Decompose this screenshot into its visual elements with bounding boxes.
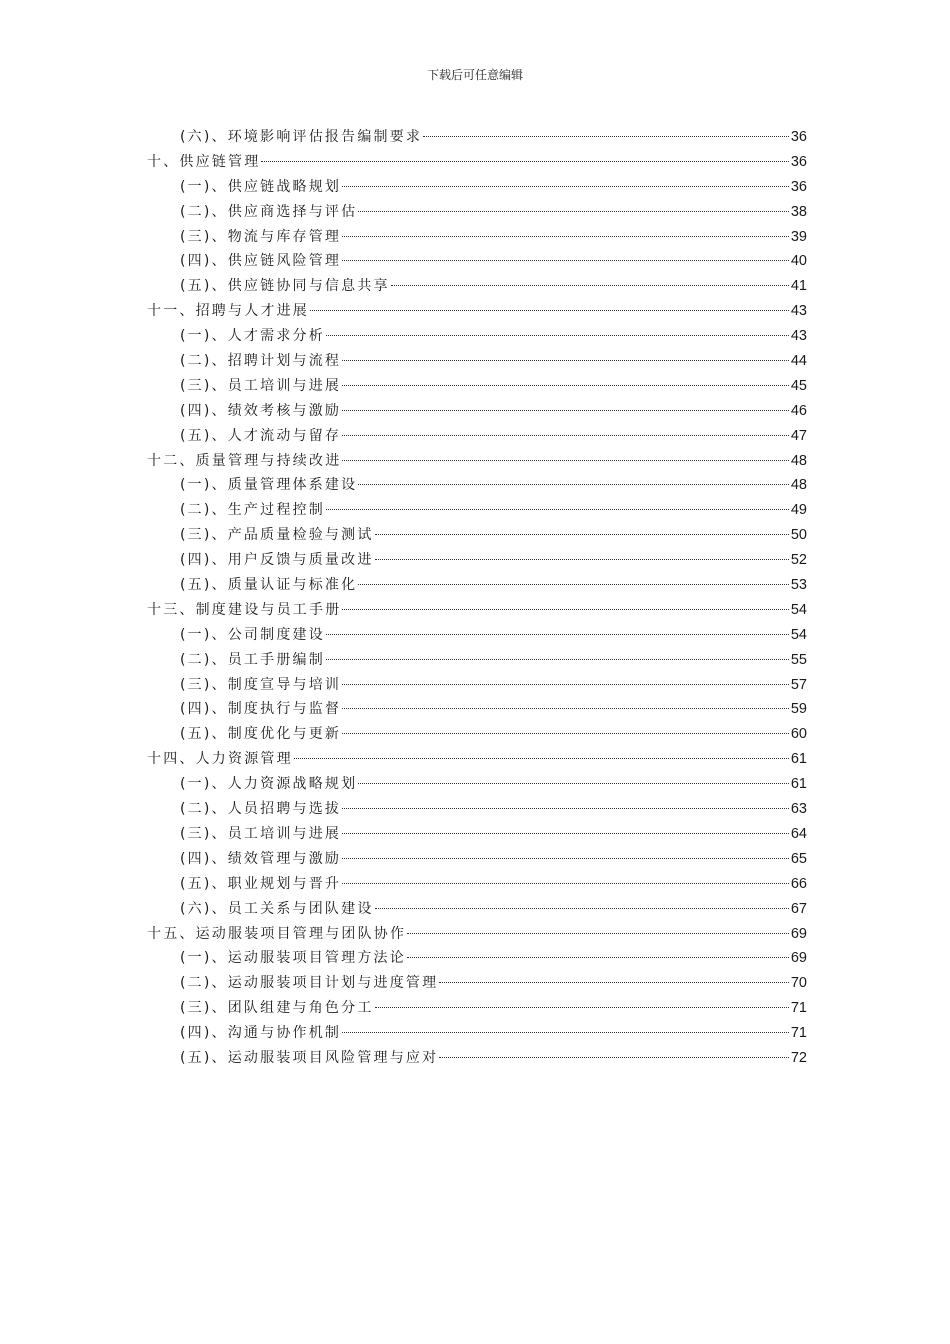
toc-dot-leader: [358, 783, 789, 784]
toc-entry-title: 十、供应链管理: [147, 153, 261, 170]
toc-dot-leader: [375, 1007, 789, 1008]
toc-section-entry[interactable]: [147, 773, 807, 798]
toc-dot-leader: [358, 484, 789, 485]
toc-section-entry[interactable]: [147, 275, 807, 300]
toc-dot-leader: [342, 858, 789, 859]
toc-dot-leader: [358, 584, 789, 585]
toc-section-entry[interactable]: [147, 425, 807, 450]
toc-page-number: 48: [790, 452, 807, 469]
toc-section-entry[interactable]: [147, 474, 807, 499]
toc-chapter-entry[interactable]: [147, 450, 807, 475]
toc-page-number: 47: [790, 427, 807, 444]
toc-page-number: 49: [790, 502, 807, 519]
toc-page-number: 44: [790, 353, 807, 370]
toc-dot-leader: [342, 410, 789, 411]
toc-section-entry[interactable]: [147, 823, 807, 848]
toc-page-number: 45: [790, 377, 807, 394]
toc-dot-leader: [310, 310, 789, 311]
toc-section-entry[interactable]: [147, 226, 807, 251]
toc-page-number: 61: [790, 751, 807, 768]
toc-chapter-entry[interactable]: [147, 748, 807, 773]
toc-entry-title: (一)、人力资源战略规划: [180, 776, 358, 793]
toc-section-entry[interactable]: [147, 624, 807, 649]
toc-entry-title: (三)、团队组建与角色分工: [180, 1000, 374, 1017]
toc-section-entry[interactable]: [147, 1047, 807, 1072]
toc-entry-title: (三)、产品质量检验与测试: [180, 527, 374, 544]
toc-page-number: 69: [790, 925, 807, 942]
toc-dot-leader: [375, 534, 789, 535]
toc-page-number: 72: [790, 1049, 807, 1066]
toc-page-number: 39: [790, 228, 807, 245]
toc-dot-leader: [342, 708, 789, 709]
toc-page-number: 40: [790, 253, 807, 270]
toc-dot-leader: [326, 634, 789, 635]
toc-section-entry[interactable]: [147, 524, 807, 549]
toc-page-number: 71: [790, 1000, 807, 1017]
toc-entry-title: (五)、职业规划与晋升: [180, 875, 342, 892]
toc-entry-title: (四)、供应链风险管理: [180, 253, 342, 270]
toc-dot-leader: [342, 460, 788, 461]
toc-page-number: 57: [790, 676, 807, 693]
toc-dot-leader: [391, 285, 789, 286]
toc-page-number: 46: [790, 402, 807, 419]
toc-dot-leader: [326, 335, 789, 336]
toc-entry-title: (四)、沟通与协作机制: [180, 1025, 342, 1042]
toc-entry-title: (三)、员工培训与进展: [180, 825, 342, 842]
toc-page-number: 61: [790, 776, 807, 793]
toc-section-entry[interactable]: [147, 723, 807, 748]
toc-page-number: 59: [790, 701, 807, 718]
toc-entry-title: (五)、质量认证与标准化: [180, 577, 358, 594]
toc-page-number: 43: [790, 303, 807, 320]
toc-dot-leader: [342, 684, 789, 685]
toc-entry-title: (四)、绩效考核与激励: [180, 402, 342, 419]
toc-section-entry[interactable]: [147, 798, 807, 823]
toc-dot-leader: [342, 883, 789, 884]
toc-page-number: 67: [790, 900, 807, 917]
toc-section-entry[interactable]: [147, 873, 807, 898]
toc-entry-title: (五)、制度优化与更新: [180, 726, 342, 743]
toc-entry-title: (一)、供应链战略规划: [180, 178, 342, 195]
toc-entry-title: 十三、制度建设与员工手册: [147, 601, 342, 618]
toc-page-number: 65: [790, 850, 807, 867]
page-header: 下载后可任意编辑: [426, 68, 523, 82]
toc-page-number: 43: [790, 328, 807, 345]
toc-dot-leader: [342, 360, 789, 361]
toc-section-entry[interactable]: [147, 400, 807, 425]
toc-entry-title: (二)、员工手册编制: [180, 651, 325, 668]
toc-section-entry[interactable]: [147, 698, 807, 723]
toc-page-number: 38: [790, 203, 807, 220]
toc-page-number: 63: [790, 801, 807, 818]
toc-entry-title: 十四、人力资源管理: [147, 751, 293, 768]
toc-section-entry[interactable]: [147, 574, 807, 599]
toc-dot-leader: [407, 933, 789, 934]
toc-page-number: 64: [790, 825, 807, 842]
toc-section-entry[interactable]: [147, 1022, 807, 1047]
toc-entry-title: (一)、质量管理体系建设: [180, 477, 358, 494]
toc-page-number: 54: [790, 626, 807, 643]
toc-entry-title: (五)、供应链协同与信息共享: [180, 278, 390, 295]
toc-section-entry[interactable]: [147, 201, 807, 226]
toc-entry-title: (五)、运动服装项目风险管理与应对: [180, 1049, 439, 1066]
toc-entry-title: (四)、制度执行与监督: [180, 701, 342, 718]
toc-entry-title: 十五、运动服装项目管理与团队协作: [147, 925, 407, 942]
toc-section-entry[interactable]: [147, 898, 807, 923]
toc-dot-leader: [261, 161, 788, 162]
toc-entry-title: (二)、运动服装项目计划与进度管理: [180, 975, 439, 992]
toc-section-entry[interactable]: [147, 499, 807, 524]
toc-entry-title: (四)、用户反馈与质量改进: [180, 552, 374, 569]
toc-chapter-entry[interactable]: [147, 151, 807, 176]
toc-section-entry[interactable]: [147, 947, 807, 972]
toc-dot-leader: [342, 186, 789, 187]
toc-entry-title: (四)、绩效管理与激励: [180, 850, 342, 867]
toc-page-number: 36: [790, 153, 807, 170]
toc-dot-leader: [375, 559, 789, 560]
toc-entry-title: (一)、公司制度建设: [180, 626, 325, 643]
toc-page-number: 55: [790, 651, 807, 668]
toc-page-number: 54: [790, 601, 807, 618]
toc-entry-title: 十一、招聘与人才进展: [147, 303, 309, 320]
toc-dot-leader: [342, 808, 789, 809]
toc-page-number: 66: [790, 875, 807, 892]
toc-entry-title: (六)、环境影响评估报告编制要求: [180, 129, 423, 145]
toc-section-entry[interactable]: [147, 972, 807, 997]
toc-dot-leader: [342, 236, 789, 237]
toc-dot-leader: [439, 1057, 789, 1058]
toc-section-entry[interactable]: [147, 325, 807, 350]
toc-section-entry[interactable]: [147, 126, 807, 151]
toc-dot-leader: [342, 609, 788, 610]
toc-page-number: 60: [790, 726, 807, 743]
toc-page-number: 36: [790, 129, 807, 145]
toc-section-entry[interactable]: [147, 375, 807, 400]
toc-entry-title: (二)、人员招聘与选拔: [180, 801, 342, 818]
toc-entry-title: (二)、生产过程控制: [180, 502, 325, 519]
toc-entry-title: (三)、物流与库存管理: [180, 228, 342, 245]
table-of-contents: [147, 126, 807, 1072]
toc-dot-leader: [326, 509, 789, 510]
toc-section-entry[interactable]: [147, 549, 807, 574]
toc-dot-leader: [342, 435, 789, 436]
toc-chapter-entry[interactable]: [147, 923, 807, 948]
toc-dot-leader: [423, 136, 789, 137]
toc-dot-leader: [342, 733, 789, 734]
toc-dot-leader: [407, 957, 789, 958]
toc-entry-title: (五)、人才流动与留存: [180, 427, 342, 444]
toc-section-entry[interactable]: [147, 649, 807, 674]
toc-page-number: 50: [790, 527, 807, 544]
toc-dot-leader: [358, 211, 789, 212]
toc-entry-title: (二)、招聘计划与流程: [180, 353, 342, 370]
toc-dot-leader: [342, 385, 789, 386]
toc-chapter-entry[interactable]: [147, 300, 807, 325]
toc-page-number: 71: [790, 1025, 807, 1042]
toc-dot-leader: [326, 659, 789, 660]
toc-page-number: 70: [790, 975, 807, 992]
toc-dot-leader: [375, 908, 789, 909]
toc-dot-leader: [342, 260, 789, 261]
toc-section-entry[interactable]: [147, 674, 807, 699]
toc-chapter-entry[interactable]: [147, 599, 807, 624]
toc-section-entry[interactable]: [147, 176, 807, 201]
toc-section-entry[interactable]: [147, 997, 807, 1022]
toc-page-number: 53: [790, 577, 807, 594]
toc-page-number: 48: [790, 477, 807, 494]
toc-entry-title: (一)、运动服装项目管理方法论: [180, 950, 406, 967]
toc-page-number: 41: [790, 278, 807, 295]
toc-section-entry[interactable]: [147, 848, 807, 873]
toc-dot-leader: [294, 758, 789, 759]
toc-entry-title: (一)、人才需求分析: [180, 328, 325, 345]
toc-dot-leader: [342, 833, 789, 834]
toc-entry-title: 十二、质量管理与持续改进: [147, 452, 342, 469]
toc-page-number: 69: [790, 950, 807, 967]
toc-entry-title: (六)、员工关系与团队建设: [180, 900, 374, 917]
toc-entry-title: (三)、员工培训与进展: [180, 377, 342, 394]
toc-entry-title: (二)、供应商选择与评估: [180, 203, 358, 220]
toc-section-entry[interactable]: [147, 350, 807, 375]
toc-dot-leader: [439, 982, 789, 983]
toc-page-number: 52: [790, 552, 807, 569]
toc-section-entry[interactable]: [147, 250, 807, 275]
toc-entry-title: (三)、制度宣导与培训: [180, 676, 342, 693]
toc-dot-leader: [342, 1032, 789, 1033]
toc-page-number: 36: [790, 178, 807, 195]
